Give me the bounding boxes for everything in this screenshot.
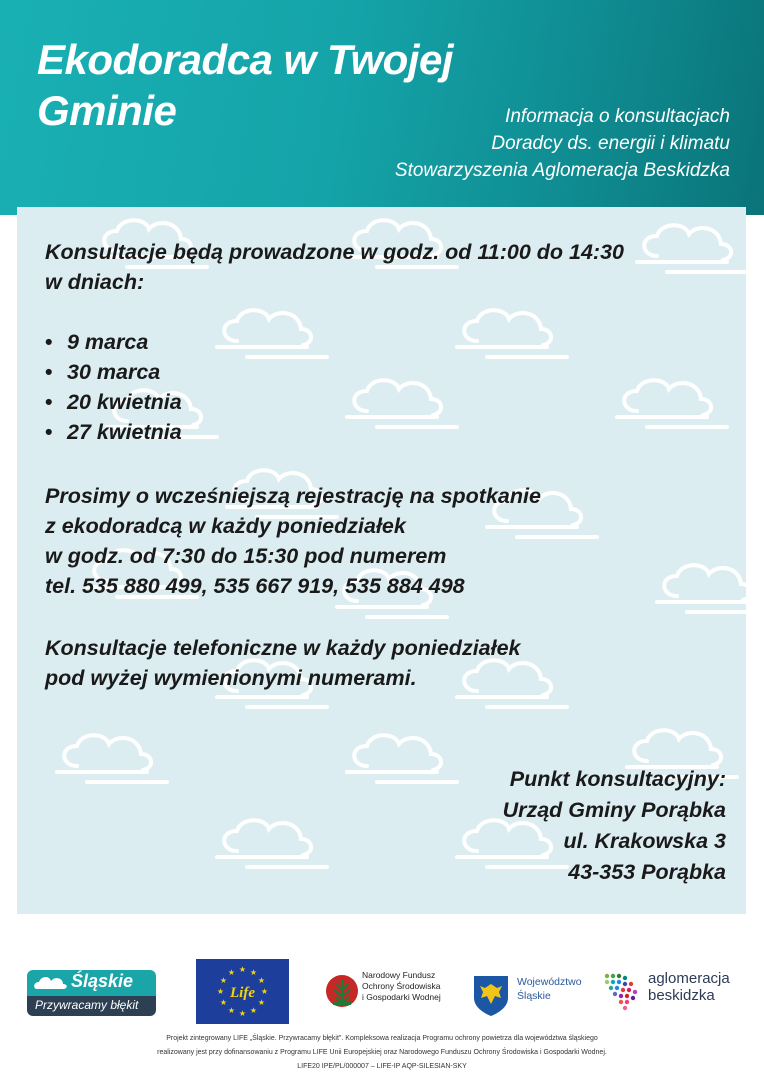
point-street: ul. Krakowska 3 bbox=[563, 829, 726, 853]
svg-text:★: ★ bbox=[257, 998, 266, 1007]
eu-stars-icon bbox=[196, 959, 289, 1024]
bullet-icon: • bbox=[45, 360, 53, 384]
intro-line-2: w dniach: bbox=[45, 270, 145, 294]
phone-numbers: tel. 535 880 499, 535 667 919, 535 884 498 bbox=[45, 574, 465, 598]
svg-text:★: ★ bbox=[219, 976, 228, 985]
svg-text:★: ★ bbox=[227, 1006, 236, 1015]
svg-text:Life: Life bbox=[230, 985, 255, 1001]
svg-text:★: ★ bbox=[249, 1006, 258, 1015]
footer bbox=[0, 940, 764, 1080]
list-item: • 27 kwietnia bbox=[45, 417, 624, 447]
eu-life-logo bbox=[196, 959, 289, 1024]
point-heading: Punkt konsultacyjny: bbox=[509, 767, 726, 791]
registration-line-2: z ekodoradcą w każdy poniedziałek bbox=[45, 514, 406, 538]
title-line-2: Gminie bbox=[37, 87, 177, 134]
bullet-icon: • bbox=[45, 330, 53, 354]
subtitle-line-3: Stowarzyszenia Aglomeracja Beskidzka bbox=[394, 160, 730, 181]
phone-consult-line-2: pod wyżej wymienionymi numerami. bbox=[45, 666, 417, 690]
subtitle-line-1: Informacja o konsultacjach bbox=[505, 106, 730, 127]
svg-text:★: ★ bbox=[219, 998, 228, 1007]
nfos-emblem-icon bbox=[325, 974, 359, 1010]
map-dots-icon bbox=[601, 970, 645, 1014]
list-item: • 9 marca bbox=[45, 327, 624, 357]
list-item: • 20 kwietnia bbox=[45, 387, 624, 417]
svg-text:★: ★ bbox=[238, 965, 247, 974]
phone-consult-line-1: Konsultacje telefoniczne w każdy poniedziałek bbox=[45, 636, 521, 660]
registration-line-3: w godz. od 7:30 do 15:30 pod numerem bbox=[45, 544, 447, 568]
registration-line-1: Prosimy o wcześniejszą rejestrację na spotkanie bbox=[45, 484, 541, 508]
svg-text:★: ★ bbox=[216, 987, 225, 996]
list-item: • 30 marca bbox=[45, 357, 624, 387]
wojewodztwo-logo: Województwo Śląskie bbox=[472, 974, 592, 1018]
point-name: Urząd Gminy Porąbka bbox=[502, 798, 726, 822]
slaskie-logo: Śląskie Przywracamy błękit bbox=[27, 970, 156, 1016]
consultation-point bbox=[503, 764, 726, 888]
svg-text:★: ★ bbox=[238, 1009, 247, 1018]
nfos-logo: Narodowy Fundusz Ochrony Środowiska i Gospodarki Wodnej bbox=[325, 970, 445, 1016]
svg-text:★: ★ bbox=[260, 987, 269, 996]
consultation-info bbox=[45, 237, 624, 693]
info-panel bbox=[17, 207, 746, 914]
dates-list bbox=[45, 327, 624, 447]
sponsor-logos bbox=[0, 958, 764, 1028]
bullet-icon: • bbox=[45, 390, 53, 414]
subtitle-line-2: Doradcy ds. energii i klimatu bbox=[491, 133, 730, 154]
svg-text:★: ★ bbox=[257, 976, 266, 985]
svg-text:★: ★ bbox=[249, 968, 258, 977]
page-title bbox=[37, 34, 453, 136]
title-line-1: Ekodoradca w Twojej bbox=[37, 36, 454, 83]
header-banner bbox=[0, 0, 764, 215]
fine-print-line-2: realizowany jest przy dofinansowaniu z Programu LIFE Unii Europejskiej oraz Narodowego Funduszu Ochrony Środowiska i Gospodarki Wodnej. bbox=[157, 1049, 607, 1056]
intro-line-1: Konsultacje będą prowadzone w godz. od 11:00 do 14:30 bbox=[45, 240, 625, 264]
bullet-icon: • bbox=[45, 420, 53, 444]
fine-print-line-3: LIFE20 IPE/PL/000007 – LIFE-IP AQP-SILESIAN-SKY bbox=[297, 1063, 467, 1070]
coat-of-arms-icon bbox=[472, 974, 510, 1018]
point-postal: 43-353 Porąbka bbox=[568, 860, 726, 884]
svg-text:★: ★ bbox=[227, 968, 236, 977]
cloud-icon bbox=[33, 973, 69, 993]
aglomeracja-beskidzka-logo: aglomeracja beskidzka bbox=[601, 968, 741, 1018]
fine-print-line-1: Projekt zintegrowany LIFE „Śląskie. Przywracamy błękit". Kompleksowa realizacja Programu ochrony powietrza dla województwa śląskiego bbox=[166, 1035, 598, 1042]
subtitle bbox=[395, 103, 730, 184]
